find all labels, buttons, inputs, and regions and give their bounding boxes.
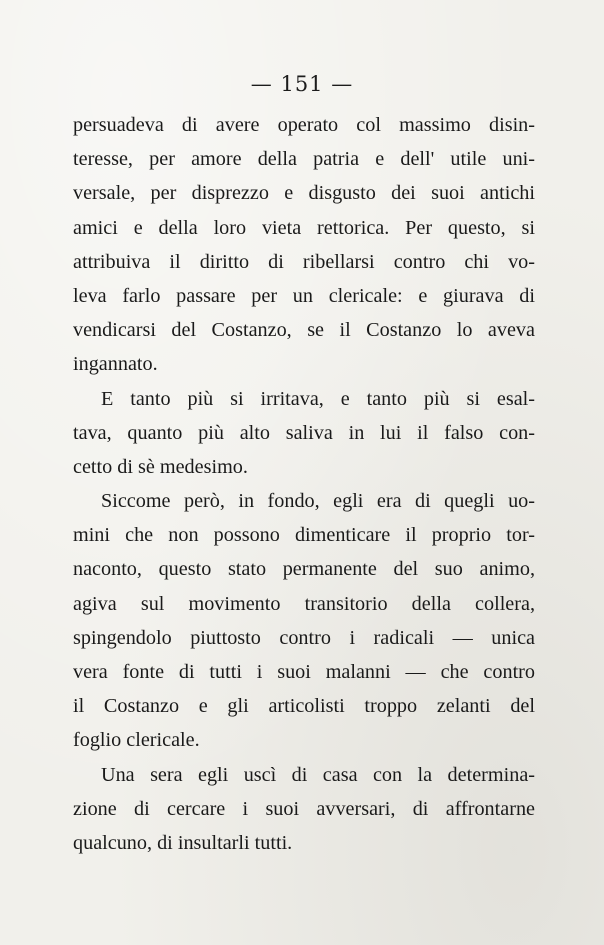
page-number: — 151 — — [250, 72, 354, 96]
text-line: qualcuno, di insultarli tutti. — [73, 831, 293, 854]
text-line: il Costanzo e gli articolisti troppo zelanti del — [73, 695, 535, 718]
text-line: vera fonte di tutti i suoi malanni — che contro — [73, 661, 535, 683]
text-line: cetto di sè medesimo. — [73, 455, 248, 478]
paragraph-1 — [73, 108, 535, 382]
text-line: E tanto più si irritava, e tanto più si esal- — [101, 387, 535, 410]
text-line: ingannato. — [73, 353, 158, 376]
text-line: Una sera egli uscì di casa con la determina- — [101, 763, 535, 786]
text-line: persuadeva di avere operato col massimo disin- — [73, 114, 535, 136]
text-line: vendicarsi del Costanzo, se il Costanzo lo aveva — [73, 319, 535, 342]
text-line: teresse, per amore della patria e dell' utile uni- — [73, 148, 535, 171]
text-line: agiva sul movimento transitorio della collera, — [73, 592, 535, 615]
text-line: zione di cercare i suoi avversari, di affrontarne — [73, 797, 535, 820]
text-line: mini che non possono dimenticare il proprio tor- — [73, 524, 535, 547]
text-line: Siccome però, in fondo, egli era di quegli uo- — [101, 490, 535, 513]
text-line: spingendolo piuttosto contro i radicali — unica — [73, 626, 535, 649]
text-line: leva farlo passare per un clericale: e giurava di — [73, 284, 535, 307]
paragraph-3 — [73, 484, 535, 758]
text-line: tava, quanto più alto saliva in lui il falso con- — [73, 421, 535, 444]
text-line: versale, per disprezzo e disgusto dei suoi antichi — [73, 182, 535, 205]
paragraph-4 — [73, 758, 535, 861]
text-line: naconto, questo stato permanente del suo animo, — [73, 558, 535, 581]
text-line: amici e della loro vieta rettorica. Per questo, si — [73, 216, 535, 239]
text-line: foglio clericale. — [73, 729, 200, 752]
body-text — [73, 108, 535, 860]
paragraph-2 — [73, 382, 535, 485]
text-line: attribuiva il diritto di ribellarsi contro chi vo- — [73, 250, 535, 273]
